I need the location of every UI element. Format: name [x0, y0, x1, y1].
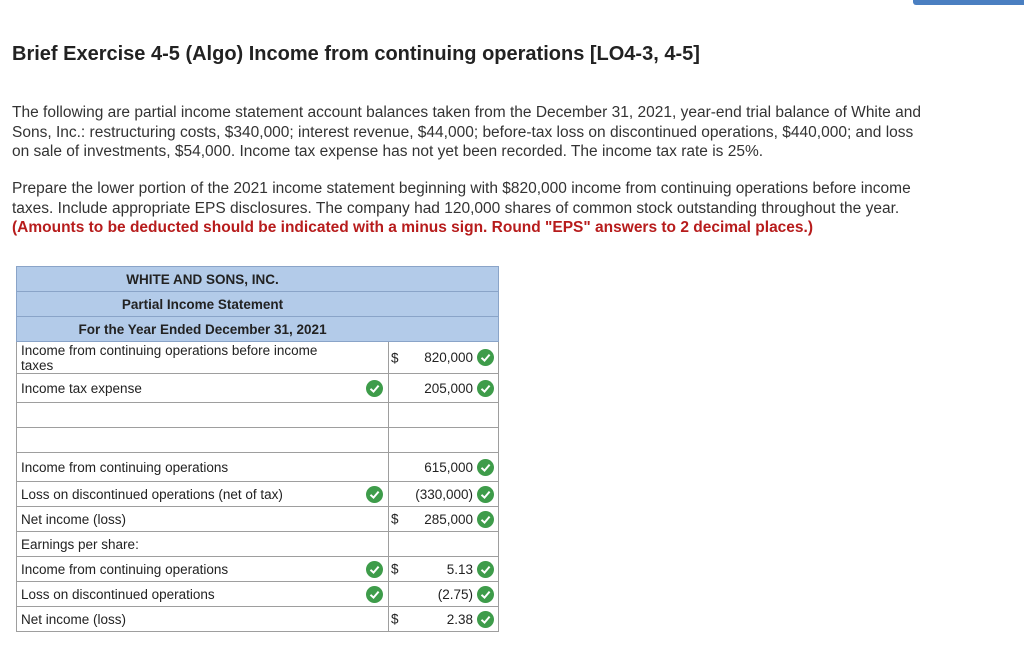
table-row: [17, 482, 499, 507]
table-row: [17, 582, 499, 607]
dollar-sign: $: [391, 611, 399, 627]
amount-value: 820,000: [424, 350, 474, 365]
description-line: on sale of investments, $54,000. Income tax expense has not yet been recorded. The income tax rate is 25%.: [12, 143, 764, 160]
amount-cell[interactable]: [389, 482, 499, 507]
row-label: Income from continuing operations: [17, 557, 361, 582]
amount-cell[interactable]: [389, 507, 499, 532]
blank-label-input[interactable]: [17, 403, 389, 428]
check-icon: [477, 380, 494, 397]
amount-value: (2.75): [437, 586, 474, 602]
check-cell: [361, 557, 389, 582]
check-cell: [361, 482, 389, 507]
amount-value: 285,000: [424, 511, 474, 527]
table-row: [17, 342, 499, 374]
check-cell: [361, 374, 389, 403]
company-name: WHITE AND SONS, INC.: [17, 267, 499, 292]
dollar-sign: $: [391, 511, 399, 527]
check-icon: [366, 486, 383, 503]
blank-label-input[interactable]: [17, 428, 389, 453]
row-label[interactable]: Income tax expense: [17, 374, 361, 403]
check-icon: [366, 586, 383, 603]
blank-amount-input[interactable]: [389, 403, 499, 428]
check-cell: [361, 582, 389, 607]
problem-description: [12, 103, 1024, 162]
check-icon: [366, 380, 383, 397]
table-row: [17, 374, 499, 403]
check-icon: [477, 561, 494, 578]
row-label[interactable]: Loss on discontinued operations (net of tax): [17, 482, 361, 507]
check-icon: [477, 459, 494, 476]
amount-cell: [389, 532, 499, 557]
problem-instructions: [12, 179, 1024, 238]
check-icon: [477, 586, 494, 603]
row-label: [17, 342, 389, 374]
amount-cell[interactable]: [389, 374, 499, 403]
check-icon: [477, 486, 494, 503]
instructions-line: taxes. Include appropriate EPS disclosures. The company had 120,000 shares of common stock outstanding throughout the year.: [12, 199, 900, 217]
row-label: Net income (loss): [17, 507, 389, 532]
table-row: [17, 453, 499, 482]
check-icon: [477, 349, 494, 366]
page-title: Brief Exercise 4-5 (Algo) Income from continuing operations [LO4-3, 4-5]: [12, 43, 700, 65]
top-accent-bar: [913, 0, 1024, 5]
description-line: The following are partial income statement account balances taken from the December 31, 2021, year-end trial balance of White and: [12, 104, 921, 121]
table-row: [17, 507, 499, 532]
label-text: Income from continuing operations before income taxes: [21, 342, 318, 373]
check-icon: [366, 561, 383, 578]
row-label: Loss on discontinued operations: [17, 582, 361, 607]
amount-cell[interactable]: [389, 342, 499, 374]
income-statement-table: [16, 266, 499, 632]
description-line: Sons, Inc.: restructuring costs, $340,000; interest revenue, $44,000; before-tax loss on discontinued operations, $440,000; and loss: [12, 123, 914, 141]
amount-value: (330,000): [415, 486, 474, 502]
dollar-sign: $: [391, 350, 399, 365]
amount-cell[interactable]: [389, 453, 499, 482]
amount-value: 615,000: [424, 459, 474, 475]
row-label: Net income (loss): [17, 607, 389, 632]
amount-value: 5.13: [446, 561, 474, 577]
row-label: Income from continuing operations: [17, 453, 389, 482]
statement-name: Partial Income Statement: [17, 292, 499, 317]
table-row: [17, 428, 499, 453]
check-icon: [477, 511, 494, 528]
table-row: [17, 403, 499, 428]
blank-amount-input[interactable]: [389, 428, 499, 453]
instructions-line: Prepare the lower portion of the 2021 income statement beginning with $820,000 income from continuing operations before income: [12, 180, 911, 197]
table-row: [17, 532, 499, 557]
check-icon: [477, 611, 494, 628]
table-row: [17, 607, 499, 632]
amount-cell[interactable]: [389, 582, 499, 607]
statement-period: For the Year Ended December 31, 2021: [17, 317, 499, 342]
table-row: [17, 557, 499, 582]
amount-value: 205,000: [424, 380, 474, 396]
rounding-instruction: (Amounts to be deducted should be indicated with a minus sign. Round "EPS" answers to 2 decimal places.): [12, 219, 814, 236]
row-label: Earnings per share:: [17, 532, 389, 557]
amount-cell[interactable]: [389, 607, 499, 632]
amount-cell[interactable]: [389, 557, 499, 582]
dollar-sign: $: [391, 561, 399, 577]
amount-value: 2.38: [446, 611, 474, 627]
